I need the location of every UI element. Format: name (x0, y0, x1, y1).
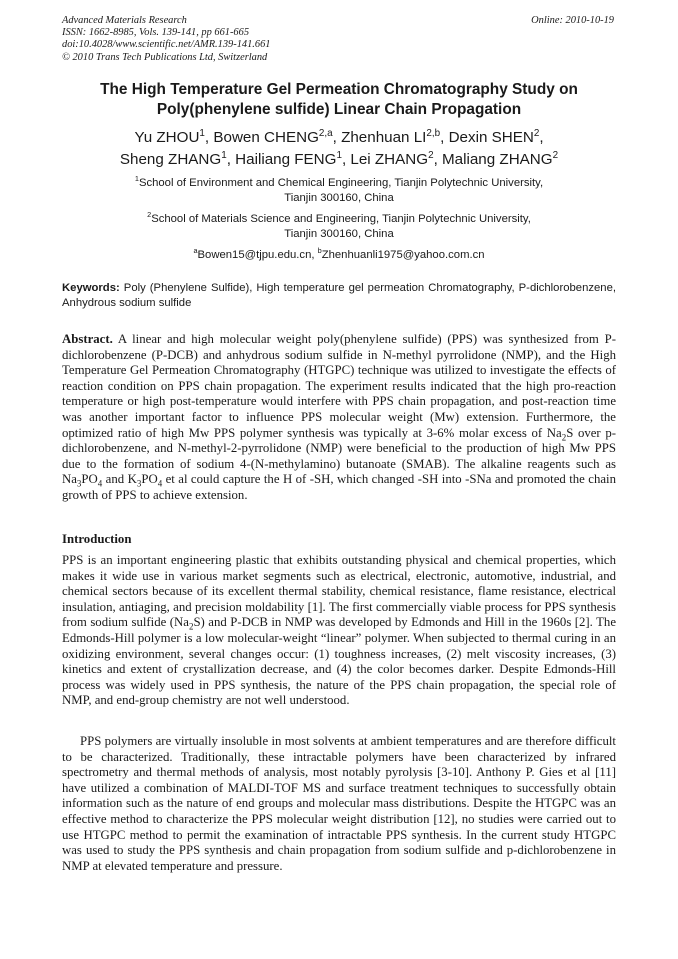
doi-line: doi:10.4028/www.scientific.net/AMR.139-141.661 (62, 39, 271, 51)
journal-header (62, 15, 270, 64)
author-affil-mark: 2 (428, 149, 434, 161)
affil-line: Tianjin 300160, China (284, 192, 394, 204)
abstract-text: PO (81, 472, 98, 487)
affiliation-2 (62, 212, 616, 242)
author-affil-mark: 1 (336, 149, 342, 161)
copyright-line: © 2010 Trans Tech Publications Ltd, Switzerland (62, 51, 268, 63)
online-date: Online: 2010-10-19 (531, 15, 614, 26)
subscript: 3 (76, 478, 82, 489)
subscript: 2 (561, 432, 567, 443)
title-line-1: The High Temperature Gel Permeation Chromatography Study on (100, 81, 578, 98)
author-name: Maliang ZHANG (442, 150, 553, 168)
author-line-2: Sheng ZHANG$^1$, Hailiang FENG$^1$, Lei ZHANG$^2$, Maliang ZHANG$^2$ (119, 149, 559, 168)
subscript: 4 (157, 478, 163, 489)
title-line-2: Poly(phenylene sulfide) Linear Chain Propagation (156, 101, 522, 118)
keywords-label: Keywords: (62, 282, 120, 294)
subscript: 4 (97, 478, 103, 489)
affil-line: School of Materials Science and Engineering, Tianjin Polytechnic University, (151, 213, 531, 225)
email-mark: a (193, 246, 198, 256)
section-heading-introduction: Introduction (62, 532, 132, 546)
author-affil-mark: 2,b (426, 127, 441, 139)
subscript: 2 (188, 621, 194, 632)
paragraph-text: S) and P-DCB in NMP was developed by Edmonds and Hill in the 1960s [2]. The Edmonds-Hill polymer is a low molecular-weight “linear” polymer. When subjected to thermal curing in an oxidizing environment, several changes occur: (1) toughness increases, (2) melt viscosity increases, (3) kinetics and extent of crystallization decrease, and (4) the color becomes darker. Despite Edmonds-Hill process was widely used in PPS synthesis, the nature of the PPS chain propagation, the special role of NMP, and end-group chemistry are not well understood. (62, 615, 617, 708)
abstract-section (62, 332, 616, 504)
author-affil-mark: 2 (533, 127, 540, 139)
email-link[interactable]: Bowen15@tjpu.edu.cn, (197, 249, 318, 261)
keywords-section (62, 281, 616, 310)
paragraph-text: PPS is an important engineering plastic that exhibits outstanding physical and chemical properties, which makes it wide use in various market segments such as electrical, electronic, automotive, industrial, and chemical sectors because of its excellent thermal stability, chemical resistance, flame resistance, electrical insulation, antiaging, and precision moldability [1]. The first commercially viable process for PPS synthesis from sodium sulfide (Na (62, 553, 616, 630)
email-link[interactable]: Zhenhuanli1975@yahoo.com.cn (321, 249, 485, 261)
author-list (62, 127, 616, 170)
abstract-text: and K (102, 472, 137, 487)
intro-paragraph-1 (62, 553, 616, 709)
abstract-label: Abstract. (62, 332, 113, 346)
author-name: Zhenhuan LI (341, 129, 427, 146)
author-name: Dexin SHEN (448, 129, 534, 146)
issn-line: ISSN: 1662-8985, Vols. 139-141, pp 661-665 (62, 27, 250, 39)
author-affil-mark: 2,a (318, 127, 333, 139)
journal-name: Advanced Materials Research (62, 15, 187, 26)
author-name: Sheng ZHANG (119, 150, 222, 168)
author-name: Yu ZHOU (134, 129, 200, 146)
author-affil-mark: 1 (199, 127, 205, 139)
abstract-text: PO (141, 472, 158, 487)
author-line-1: Yu ZHOU$^1$, Bowen CHENG$^{2,a}$, Zhenhuan LI$^{2,b}$, Dexin SHEN$^2$, (134, 127, 544, 146)
affiliation-1 (62, 176, 616, 206)
author-emails (62, 248, 616, 263)
abstract-text: A linear and high molecular weight poly(phenylene sulfide) (PPS) was synthesized from P-dichlorobenzene (P-DCB) and anhydrous sodium sulfide in N-methyl pyrrolidone (NMP), and the High Temperature Gel Permeation Chromatography (HTGPC) technique was utilized to investigate the effects of reaction condition on PPS chain propagation. The experiment results indicated that the high pro-reaction temperature or high post-temperature would interfere with PPS chain propagation, and post-reaction time was another important factor to influence PPS molecular weight (Mw) extension. Furthermore, the optimized ratio of high Mw PPS polymer synthesis was typically at 3-6% molar excess of Na (62, 332, 616, 440)
author-name: Bowen CHENG (213, 129, 319, 146)
author-name: Lei ZHANG (350, 150, 429, 168)
intro-paragraph-2: PPS polymers are virtually insoluble in most solvents at ambient temperatures and are therefore difficult to be characterized. Traditionally, these intractable polymers have been characterized by infrared spectrometry and thermal methods of analysis, most notably pyrolysis [3-10]. Anthony P. Gies et al [11] have utilized a combination of MALDI-TOF MS and surface treatment techniques to successfully obtain information such as the nature of end groups and molecular mass distributions. Despite the HTGPC was an effective method to characterize the PPS molecular weight distribution [12], no studies were carried out to use HTGPC method to permit the examination of intractable PPS synthesis. In the current study HTGPC was used to study the PPS synthesis and chain propagation from sodium sulfide and p-dichlorobenzene in NMP at elevated temperature and pressure. (62, 734, 616, 873)
abstract-text: et al could capture the H of -SH, which changed -SH into -SNa and promoted the chain growth of PPS to achieve extension. (62, 472, 616, 502)
email-mark: b (317, 246, 322, 256)
author-affil-mark: 2 (552, 149, 559, 161)
paper-title (62, 80, 616, 120)
author-name: Hailiang FENG (235, 150, 337, 168)
keywords-text: Poly (Phenylene Sulfide), High temperature gel permeation Chromatography, P-dichlorobenzene, Anhydrous sodium sulfide (62, 282, 616, 309)
affil-line: Tianjin 300160, China (284, 228, 394, 240)
affil-mark: 1 (134, 174, 139, 184)
abstract-text: S over p-dichlorobenzene, and N-methyl-2-pyrrolidone (NMP) were beneficial to the production of high Mw PPS due to the formation of sodium 4-(N-methylamino) butanoate (SMAB). The alkaline reagents such as Na (62, 425, 616, 487)
affil-line: School of Environment and Chemical Engineering, Tianjin Polytechnic University, (138, 177, 544, 189)
subscript: 3 (136, 478, 142, 489)
affil-mark: 2 (147, 210, 152, 220)
author-affil-mark: 1 (221, 149, 227, 161)
